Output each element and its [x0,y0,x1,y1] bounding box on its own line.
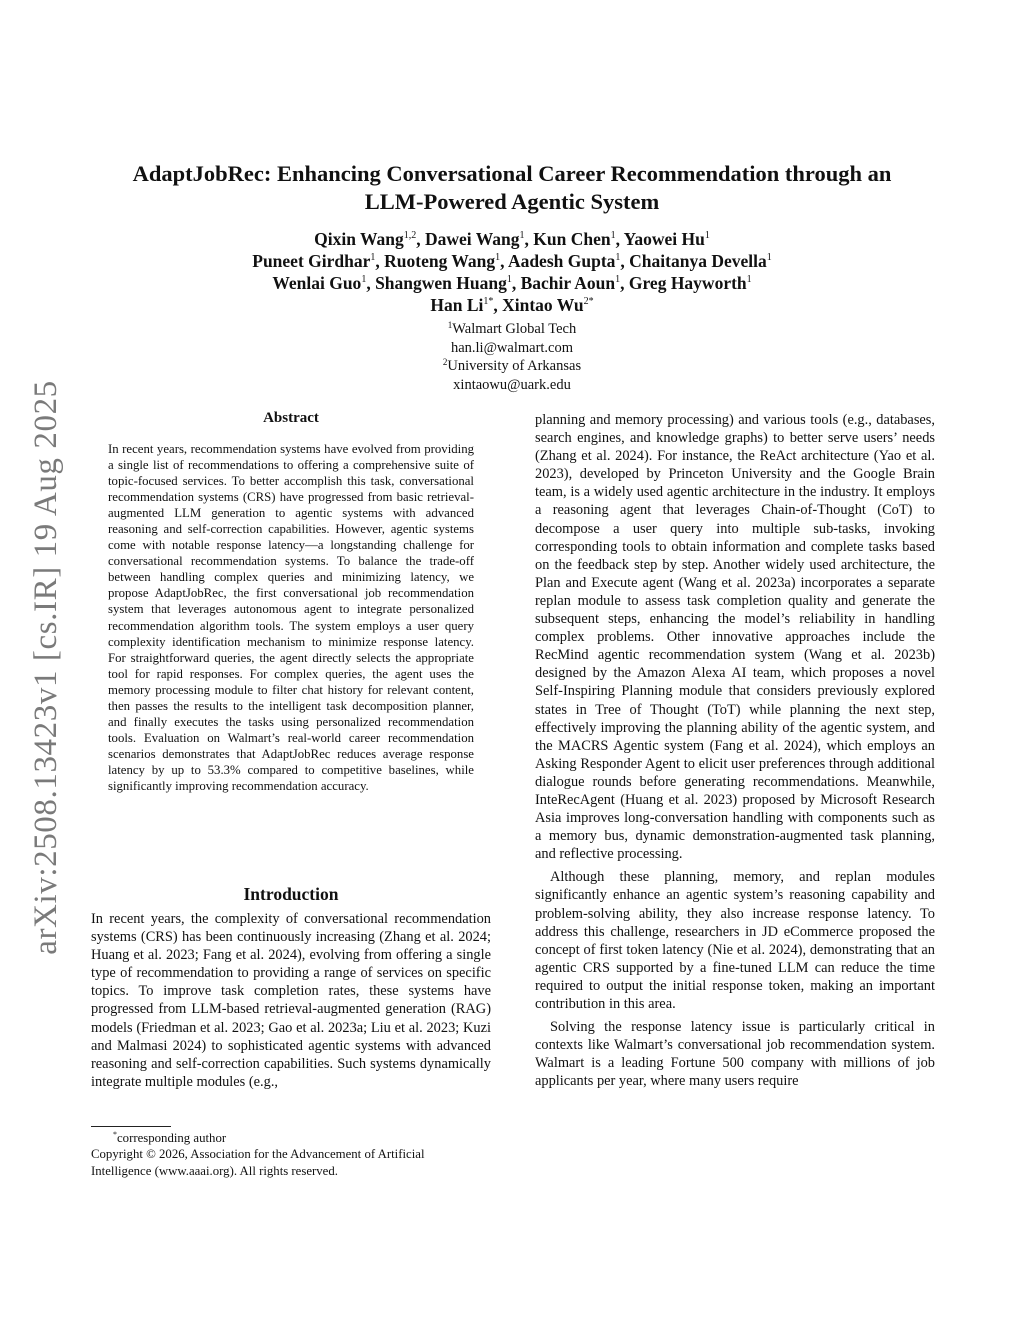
title-line-1: AdaptJobRec: Enhancing Conversational Career Recommendation through an [132,161,892,186]
title-line-2: LLM-Powered Agentic System [364,189,660,214]
copyright-line-1: Copyright © 2026, Association for the Advancement of Artificial [91,1147,425,1162]
author-name: Qixin Wang [314,229,404,249]
footnote-mark: * [113,1130,117,1139]
author-name: Han Li [430,295,484,315]
author-line-2 [92,250,932,272]
author-name: , Bachir Aoun [511,273,616,293]
affiliation-2 [92,357,932,376]
introduction-body: In recent years, the complexity of conversational recommendation systems (CRS) has been continuously increasing (Zhang et al. 2024; Huang et al. 2023; Fang et al. 2024), evolving from offering a single type of recommendation to providing a range of services on specific topics. To improve task completion rates, these systems have progressed from LLM-based retrieval-augmented generation (RAG) models (Friedman et al. 2023; Gao et al. 2023a; Liu et al. 2023; Kuzi and Malmasi 2024) to sophisticated agentic systems with advanced reasoning and self-correction capabilities. Such systems dynamically integrate multiple modules (e.g., [91,911,491,1090]
author-name: , Kun Chen [524,229,611,249]
affiliation-mark: 1 [447,320,453,330]
author-name: , Aadesh Gupta [500,251,616,271]
corresponding-author-note [91,1130,491,1146]
author-name: Wenlai Guo [272,273,362,293]
author-list [92,228,932,316]
affiliation-mark: 1 [615,274,621,285]
email-2: xintaowu@uark.edu [453,376,571,393]
author-name: , Dawei Wang [416,229,520,249]
abstract-body: In recent years, recommendation systems have evolved from providing a single list of recommendations to offering a comprehensive suite of topic-focused services. To better accomplish this task, conversational recommendation systems (CRS) have progressed from basic retrieval-augmented LLM generation to agentic systems with advanced reasoning and self-correction capabilities. However, agentic systems come with notable response latency—a longstanding challenge for conversational recommendation systems. To balance the trade-off between handling complex queries and minimizing latency, we propose AdaptJobRec, the first conversational job recommendation system that leverages autonomous agent to integrate personalized recommendation algorithm tools. The system employs a user query complexity identification mechanism to minimize response latency. For straightforward queries, the agent directly selects the appropriate tool for rapid responses. For complex queries, the agent uses the memory processing module to filter chat history for relevant content, then passes the results to the intelligent task decomposition planner, and finally executes the tasks using personalized recommendation tools. Evaluation on Walmart’s real-world career recommendation scenarios demonstrates that AdaptJobRec reduces average response latency by up to 53.3% compared to competitive baselines, while significantly improving recommendation accuracy. [108,442,474,793]
affiliation-name: University of Arkansas [447,358,582,374]
footnote-rule [91,1126,171,1127]
affiliations [92,320,932,394]
affiliation-mark: 2 [442,357,448,367]
affiliation-mark: 1,2 [403,230,417,241]
right-column [535,411,935,1090]
author-name: , Greg Hayworth [620,273,747,293]
affiliation-mark: 1 [370,252,376,263]
author-name: Puneet Girdhar [252,251,371,271]
author-name: , Yaowei Hu [615,229,705,249]
author-line-4 [92,294,932,316]
affiliation-mark: 1 [361,274,367,285]
arxiv-id-text: arXiv:2508.13423v1 [cs.IR] 19 Aug 2025 [27,380,64,955]
introduction-heading: Introduction [243,884,339,904]
affiliation-mark: 1 [519,230,525,241]
author-line-1 [92,228,932,250]
footnote-text: corresponding author [117,1131,227,1145]
affiliation-mark: 1 [506,274,512,285]
author-name: , Shangwen Huang [366,273,507,293]
author-name: , Ruoteng Wang [375,251,496,271]
author-name: , Xintao Wu [493,295,584,315]
affiliation-1 [92,320,932,339]
author-name: , Chaitanya Devella [620,251,767,271]
paper-title [92,160,932,216]
arxiv-identifier [14,375,78,960]
body-paragraph-3: Solving the response latency issue is particularly critical in contexts like Walmart’s conversational job recommendation system. Walmart is a leading Fortune 500 company with millions of job applicants per year, where many users require [535,1019,935,1090]
footnotes [91,1130,491,1179]
affiliation-mark: 1 [495,252,501,263]
affiliation-mark: 1 [704,230,710,241]
body-paragraph-1: planning and memory processing) and various tools (e.g., databases, search engines, and knowledge graphs) to better serve users’ needs (Zhang et al. 2024). For instance, the ReAct architecture (Yao et al. 2023), developed by Princeton University and the Google Brain team, is a widely used agentic architecture in the industry. It employs a reasoning agent that leverages Chain-of-Thought (CoT) to decompose a user query into multiple sub-tasks, invoking corresponding tools to obtain information and complete tasks based on the feedback step by step. Another widely used architecture, the Plan and Execute agent (Wang et al. 2023a) incorporates a separate replan module to assess task completion quality and generate the subsequent steps, enhancing the model’s reliability in handling complex problems. Other innovative approaches include the RecMind agentic recommendation system (Wang et al. 2023b) designed by the Amazon Alexa AI team, which proposes a novel Self-Inspiring Planning module that considers previously explored states in Tree of Thought (ToT) while planning the next step, effectively improving the planning ability of the agentic system, and the MACRS Agentic system (Fang et al. 2024), which employs an Asking Responder Agent to elicit user preferences through additional dialogue rounds before generating recommendations. Meanwhile, InteRecAgent (Huang et al. 2023) proposed by Microsoft Research Asia improves long-conversation handling with components such as a memory bus, dynamic demonstration-augmented task planning, and reflective processing. [535,412,935,863]
affiliation-mark: 1 [766,252,772,263]
body-paragraph-2: Although these planning, memory, and replan modules significantly enhance an agentic system’s reasoning capability and problem-solving ability, they also increase response latency. To address this challenge, researchers in JD eCommerce proposed the concept of first token latency (Nie et al. 2024), demonstrating that an agentic CRS supported by a fine-tuned LLM can reduce the time required to output the initial response token, making an important contribution in this area. [535,869,935,1012]
affiliation-mark: 1 [610,230,616,241]
author-line-3 [92,272,932,294]
affiliation-mark: 1 [615,252,621,263]
affiliation-mark: 2* [583,296,594,307]
affiliation-name: Walmart Global Tech [452,321,577,337]
email-1: han.li@walmart.com [450,339,574,356]
abstract-heading: Abstract [263,410,319,426]
affiliation-mark: 1 [746,274,752,285]
affiliation-mark: 1* [483,296,494,307]
copyright-line-2: Intelligence (www.aaai.org). All rights reserved. [91,1163,338,1178]
